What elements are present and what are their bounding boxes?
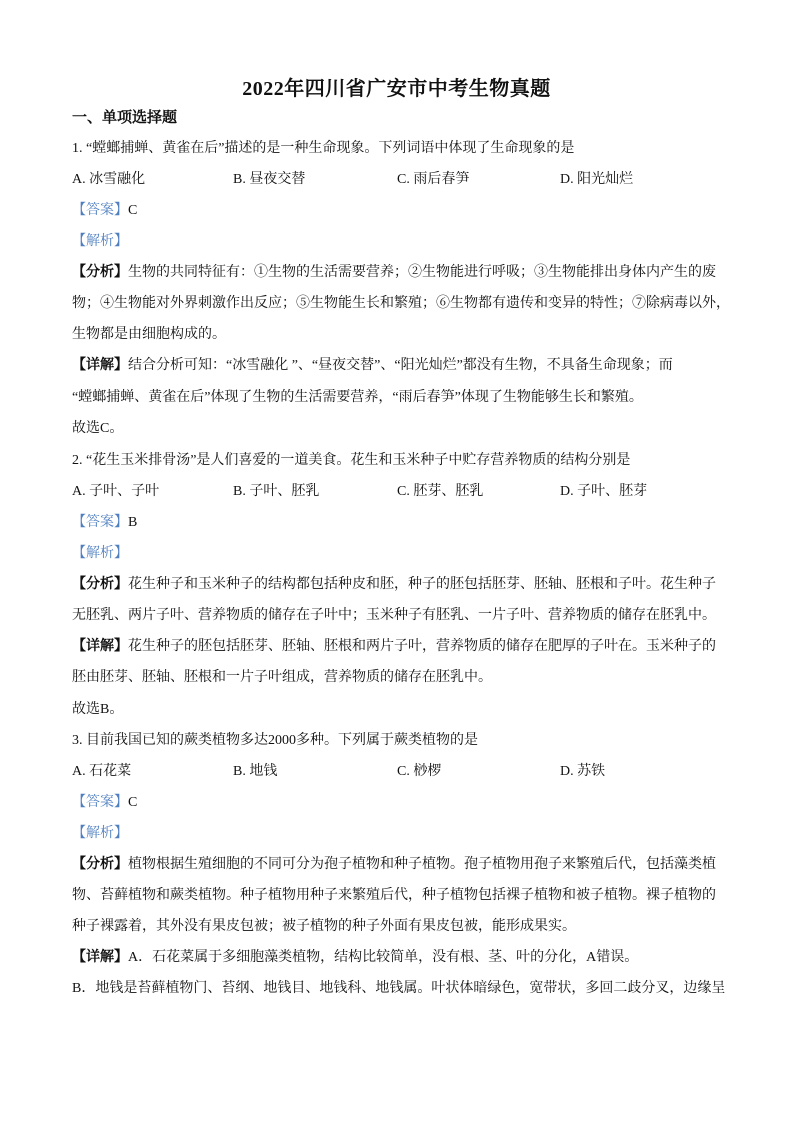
q1-analysis-header: 【解析】 xyxy=(72,234,128,249)
q2-detail-line-1 xyxy=(72,637,724,657)
q1-option-b: B. 昼夜交替 xyxy=(233,172,306,187)
q1-answer xyxy=(72,201,724,221)
q3-detail-line-1 xyxy=(72,948,724,968)
q3-option-d: D. 苏铁 xyxy=(560,764,606,779)
q3-analysis-header: 【解析】 xyxy=(72,826,128,841)
q1-option-c: C. 雨后春笋 xyxy=(397,172,470,187)
detail-text: A．石花菜属于多细胞藻类植物，结构比较简单，没有根、茎、叶的分化，A错误。 xyxy=(128,950,639,965)
q2-conclusion: 故选B。 xyxy=(72,702,124,717)
section-heading: 一、单项选择题 xyxy=(72,110,178,126)
q1-option-d: D. 阳光灿烂 xyxy=(560,172,634,187)
q3-option-b: B. 地钱 xyxy=(233,764,278,779)
answer-label: 【答案】 xyxy=(72,203,128,218)
detail-label: 【详解】 xyxy=(72,639,128,654)
detail-text: 花生种子的胚包括胚芽、胚轴、胚根和两片子叶，营养物质的储存在肥厚的子叶在。玉米种子的 xyxy=(128,639,716,654)
q2-analysis-header: 【解析】 xyxy=(72,546,128,561)
answer-value: C xyxy=(128,795,138,810)
answer-label: 【答案】 xyxy=(72,795,128,810)
q1-analysis-line-2: 物；④生物能对外界刺激作出反应；⑤生物能生长和繁殖；⑥生物都有遗传和变异的特性；⑦除病毒以外， xyxy=(72,296,730,311)
detail-label: 【详解】 xyxy=(72,950,128,965)
q2-analysis-line-2: 无胚乳、两片子叶、营养物质的储存在子叶中；玉米种子有胚乳、一片子叶、营养物质的储存在胚乳中。 xyxy=(72,608,716,623)
q2-option-c: C. 胚芽、胚乳 xyxy=(397,484,484,499)
q3-answer xyxy=(72,793,724,813)
q3-option-c: C. 桫椤 xyxy=(397,764,442,779)
analysis-text: 生物的共同特征有：①生物的生活需要营养；②生物能进行呼吸；③生物能排出身体内产生的废 xyxy=(128,265,716,280)
q3-detail-line-2: B．地钱是苔藓植物门、苔纲、地钱目、地钱科、地钱属。叶状体暗绿色，宽带状，多回二歧分叉，边缘呈 xyxy=(72,981,726,996)
analysis-label: 【分析】 xyxy=(72,857,128,872)
analysis-label: 【分析】 xyxy=(72,265,128,280)
answer-value: C xyxy=(128,203,138,218)
q1-option-a: A. 冰雪融化 xyxy=(72,172,146,187)
q1-analysis-line-3: 生物都是由细胞构成的。 xyxy=(72,327,226,342)
question-3-stem: 3. 目前我国已知的蕨类植物多达2000多种。下列属于蕨类植物的是 xyxy=(72,733,478,748)
q2-option-b: B. 子叶、胚乳 xyxy=(233,484,320,499)
analysis-text: 花生种子和玉米种子的结构都包括种皮和胚，种子的胚包括胚芽、胚轴、胚根和子叶。花生种子 xyxy=(128,577,716,592)
page-title: 2022年四川省广安市中考生物真题 xyxy=(242,78,551,100)
analysis-label: 【分析】 xyxy=(72,577,128,592)
question-1-stem: 1. “螳螂捕蝉、黄雀在后”描述的是一种生命现象。下列词语中体现了生命现象的是 xyxy=(72,141,575,156)
answer-label: 【答案】 xyxy=(72,515,128,530)
q2-option-a: A. 子叶、子叶 xyxy=(72,484,160,499)
detail-text: 结合分析可知：“冰雪融化 ”、“昼夜交替”、“阳光灿烂”都没有生物，不具备生命现象；而 xyxy=(128,358,673,373)
q2-analysis-line-1 xyxy=(72,575,724,595)
q3-analysis-line-2: 物、苔藓植物和蕨类植物。种子植物用种子来繁殖后代，种子植物包括裸子植物和被子植物。裸子植物的 xyxy=(72,888,716,903)
q2-detail-line-2: 胚由胚芽、胚轴、胚根和一片子叶组成，营养物质的储存在胚乳中。 xyxy=(72,670,492,685)
q3-option-a: A. 石花菜 xyxy=(72,764,132,779)
q2-option-d: D. 子叶、胚芽 xyxy=(560,484,648,499)
analysis-text: 植物根据生殖细胞的不同可分为孢子植物和种子植物。孢子植物用孢子来繁殖后代，包括藻类植 xyxy=(128,857,716,872)
answer-value: B xyxy=(128,515,138,530)
detail-label: 【详解】 xyxy=(72,358,128,373)
q1-detail-line-1 xyxy=(72,356,724,376)
q1-conclusion: 故选C。 xyxy=(72,421,124,436)
q3-analysis-line-3: 种子裸露着，其外没有果皮包被；被子植物的种子外面有果皮包被，能形成果实。 xyxy=(72,919,576,934)
q2-answer xyxy=(72,513,724,533)
q3-analysis-line-1 xyxy=(72,855,724,875)
question-2-stem: 2. “花生玉米排骨汤”是人们喜爱的一道美食。花生和玉米种子中贮存营养物质的结构分别是 xyxy=(72,453,631,468)
q1-detail-line-2: “螳螂捕蝉、黄雀在后”体现了生物的生活需要营养，“雨后春笋”体现了生物能够生长和繁殖。 xyxy=(72,390,643,405)
q1-analysis-line-1 xyxy=(72,263,724,283)
